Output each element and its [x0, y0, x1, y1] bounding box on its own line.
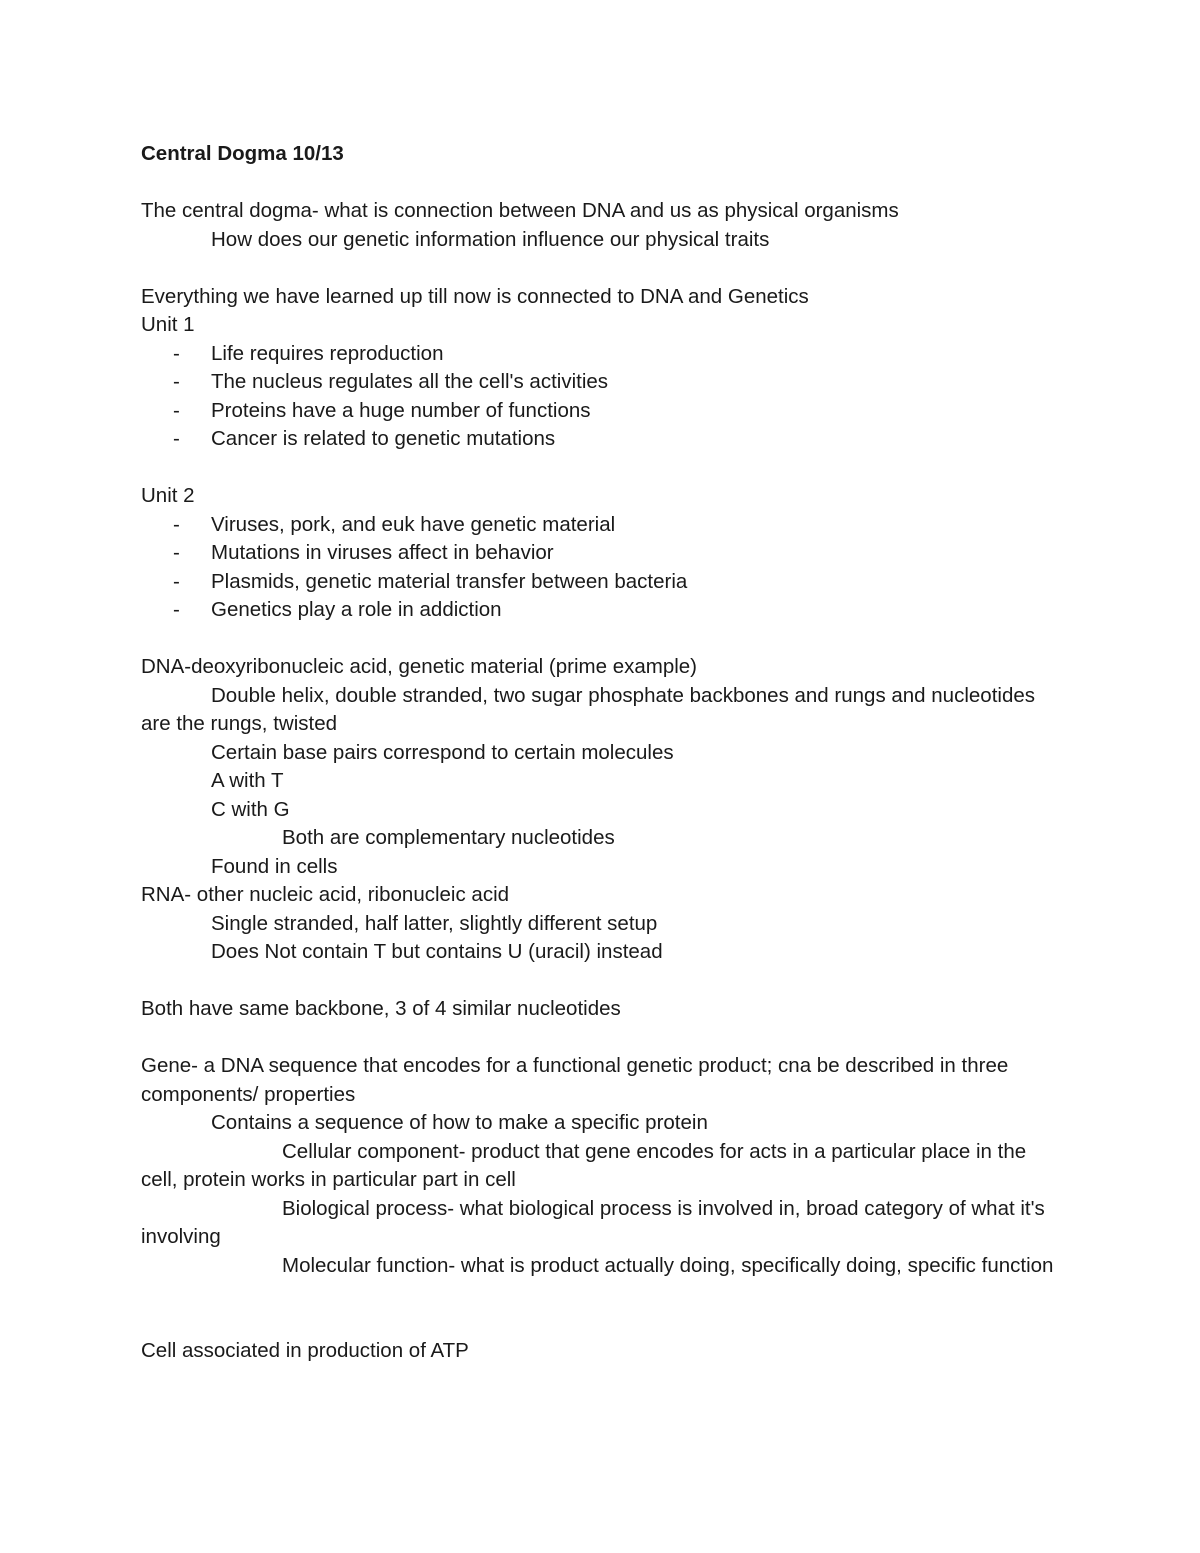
atp-line: Cell associated in production of ATP — [141, 1339, 469, 1362]
spacer — [141, 1024, 1061, 1053]
unit2-item — [141, 568, 1061, 597]
spacer — [141, 625, 1061, 654]
bullet-dash: - — [173, 512, 180, 536]
intro-line: The central dogma- what is connection between DNA and us as physical organisms — [141, 199, 899, 222]
gene-contains: Contains a sequence of how to make a specific protein — [211, 1111, 708, 1134]
spacer — [141, 254, 1061, 283]
unit2-item-text: Plasmids, genetic material transfer between bacteria — [211, 569, 688, 593]
spacer — [141, 1280, 1061, 1309]
dna-found: Found in cells — [211, 854, 338, 878]
gene-cellular: Cellular component- product that gene encodes for acts in a particular place in the cell, protein works in particular part in cell — [141, 1139, 1032, 1191]
gene-biological: Biological process- what biological process is involved in, broad category of what it's involving — [141, 1196, 1051, 1248]
unit2-item-text: Mutations in viruses affect in behavior — [211, 541, 554, 564]
rna-heading: RNA- other nucleic acid, ribonucleic acid — [141, 883, 510, 906]
unit1-item-text: Proteins have a huge number of functions — [211, 398, 591, 422]
bullet-dash: - — [173, 398, 180, 422]
unit1-item-text: The nucleus regulates all the cell's activities — [211, 370, 609, 393]
spacer — [141, 1309, 1061, 1338]
gene-molecular: Molecular function- what is product actually doing, specifically doing, specific function — [282, 1253, 1054, 1277]
bullet-dash: - — [173, 569, 180, 593]
dna-cg-pair: C with G — [211, 797, 290, 821]
bullet-dash: - — [173, 341, 180, 365]
dna-helix: Double helix, double stranded, two sugar phosphate backbones and rungs and nucleotides are the rungs, twisted — [141, 683, 1041, 735]
unit1-item — [141, 425, 1061, 454]
unit2-item-text: Genetics play a role in addiction — [211, 598, 502, 621]
unit1-item — [141, 397, 1061, 426]
both-line: Both have same backbone, 3 of 4 similar nucleotides — [141, 997, 621, 1020]
document-title: Central Dogma 10/13 — [141, 142, 344, 165]
unit1-item-text: Cancer is related to genetic mutations — [211, 427, 556, 450]
bullet-dash: - — [173, 370, 180, 393]
dna-base-pairs: Certain base pairs correspond to certain molecules — [211, 740, 674, 764]
dna-complementary: Both are complementary nucleotides — [282, 826, 615, 849]
unit2-item-text: Viruses, pork, and euk have genetic material — [211, 512, 616, 536]
unit2-item — [141, 596, 1061, 625]
unit2-item — [141, 511, 1061, 540]
gene-heading: Gene- a DNA sequence that encodes for a functional genetic product; cna be described in three components/ properties — [141, 1054, 1014, 1106]
unit1-item — [141, 340, 1061, 369]
dna-heading: DNA-deoxyribonucleic acid, genetic material (prime example) — [141, 655, 698, 678]
bullet-dash: - — [173, 598, 180, 621]
rna-uracil: Does Not contain T but contains U (uracil) instead — [211, 940, 663, 963]
unit1-item-text: Life requires reproduction — [211, 341, 444, 365]
spacer — [141, 454, 1061, 483]
unit2-item — [141, 539, 1061, 568]
unit1-item — [141, 368, 1061, 397]
bullet-dash: - — [173, 541, 180, 564]
bullet-dash: - — [173, 427, 180, 450]
document-page — [141, 140, 1061, 1366]
spacer — [141, 967, 1061, 996]
everything-line: Everything we have learned up till now is connected to DNA and Genetics — [141, 284, 809, 308]
unit2-heading: Unit 2 — [141, 484, 195, 507]
unit1-heading: Unit 1 — [141, 313, 195, 336]
intro-subline: How does our genetic information influence our physical traits — [211, 227, 770, 251]
rna-single: Single stranded, half latter, slightly different setup — [211, 911, 658, 935]
dna-at-pair: A with T — [211, 769, 284, 792]
